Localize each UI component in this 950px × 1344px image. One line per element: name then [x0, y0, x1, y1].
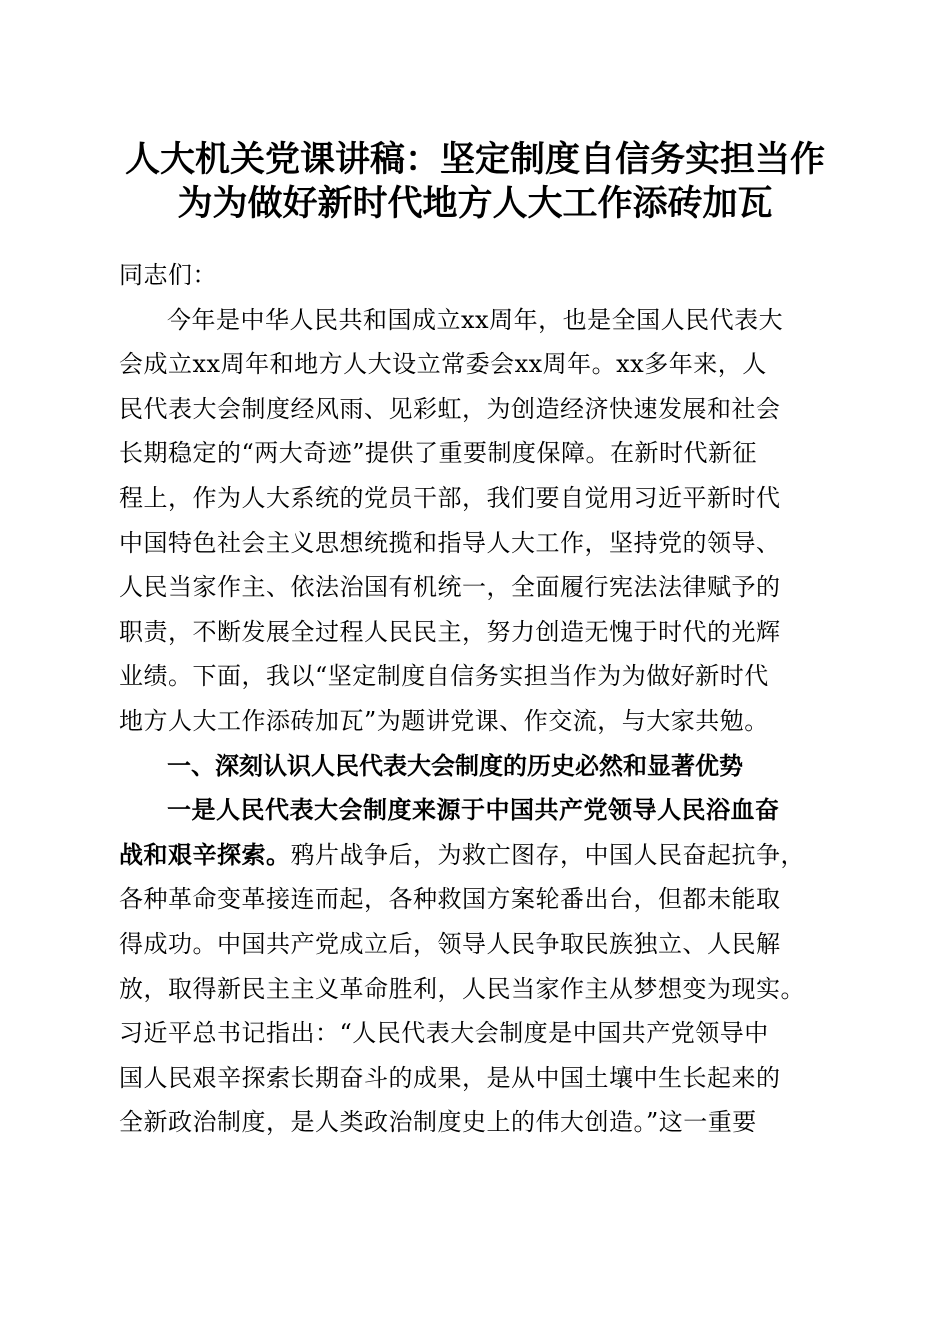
paragraph-line: 得成功。中国共产党成立后，领导人民争取民族独立、人民解: [119, 929, 781, 958]
paragraph-line: 地方人大工作添砖加瓦”为题讲党课、作交流，与大家共勉。: [119, 706, 769, 735]
section-heading: 一、深刻认识人民代表大会制度的历史必然和显著优势: [167, 751, 743, 780]
paragraph-intro: [119, 298, 831, 744]
paragraph-line: 各种革命变革接连而起，各种救国方案轮番出台，但都未能取: [119, 885, 781, 914]
title-line-1: 人大机关党课讲稿：坚定制度自信务实担当作: [124, 139, 825, 180]
paragraph-line: 职责，不断发展全过程人民民主，努力创造无愧于时代的光辉: [119, 617, 781, 646]
paragraph-line: 国人民艰辛探索长期奋斗的成果，是从中国土壤中生长起来的: [119, 1063, 781, 1092]
paragraph-line: 民代表大会制度经风雨、见彩虹，为创造经济快速发展和社会: [119, 394, 781, 423]
title-line-2: 为为做好新时代地方人大工作添砖加瓦: [177, 183, 773, 224]
paragraph-line: 中国特色社会主义思想统揽和指导人大工作，坚持党的领导、: [119, 528, 781, 557]
paragraph-line: [119, 833, 831, 878]
document-body: [119, 253, 831, 1145]
paragraph-line: 程上，作为人大系统的党员干部，我们要自觉用习近平新时代: [119, 483, 781, 512]
paragraph-line: 今年是中华人民共和国成立xx周年，也是全国人民代表大: [167, 305, 784, 334]
paragraph-text: 鸦片战争后，为救亡图存，中国人民奋起抗争，: [290, 840, 805, 869]
paragraph-lead-bold: 一是人民代表大会制度来源于中国共产党领导人民浴血奋: [167, 795, 780, 825]
paragraph-line: 会成立xx周年和地方人大设立常委会xx周年。xx多年来，人: [119, 350, 767, 379]
paragraph-line: 人民当家作主、依法治国有机统一，全面履行宪法法律赋予的: [119, 573, 781, 602]
paragraph-history: [119, 788, 831, 1145]
paragraph-line: 全新政治制度，是人类政治制度史上的伟大创造。”这一重要: [119, 1108, 757, 1137]
document-title: [100, 138, 850, 226]
salutation: 同志们：: [119, 261, 217, 289]
paragraph-line: 习近平总书记指出：“人民代表大会制度是中国共产党领导中: [119, 1019, 769, 1048]
paragraph-line: 放，取得新民主主义革命胜利，人民当家作主从梦想变为现实。: [119, 974, 805, 1003]
paragraph-lead-bold: 战和艰辛探索。: [119, 839, 291, 869]
paragraph-line: 业绩。下面，我以“坚定制度自信务实担当作为为做好新时代: [119, 662, 769, 691]
paragraph-line: 长期稳定的“两大奇迹”提供了重要制度保障。在新时代新征: [119, 439, 758, 468]
